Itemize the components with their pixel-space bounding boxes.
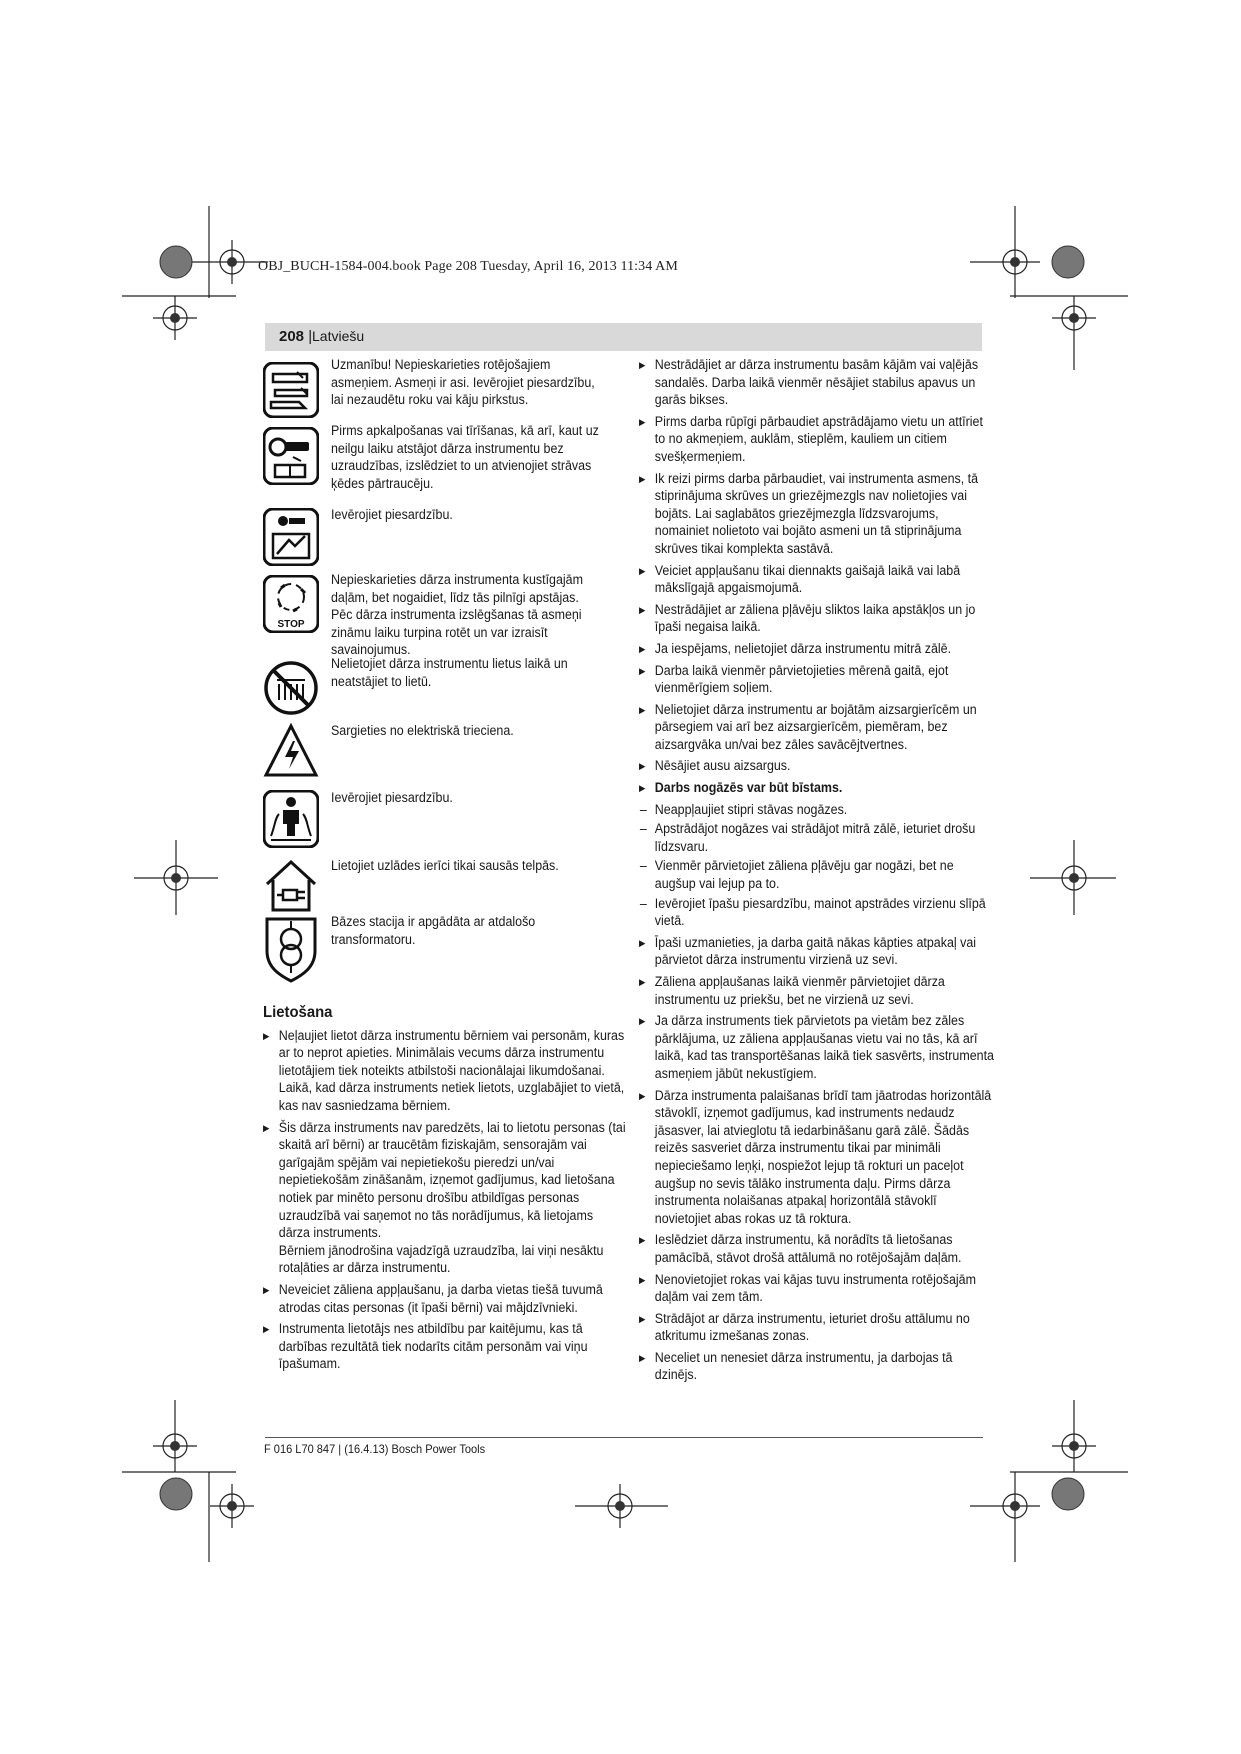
list-item: ▶ Ja dārza instruments tiek pārvietots pa vietām bez zāles pārklājuma, uz zāliena appļaušanas vietu vai no tās, kā arī laikā, kad tas transportēšanas laikā tiek sasvērts, instrumenta asmeņiem jābūt nekustīgiem. xyxy=(639,1012,994,1082)
list-item: ▶ Neveiciet zāliena appļaušanu, ja darba vietas tiešā tuvumā atrodas citas personas (it īpaši bērni) vai mājdzīvnieki. xyxy=(263,1281,626,1316)
bystander-caution-icon xyxy=(263,790,319,848)
list-item: ▶ Neļaujiet lietot dārza instrumentu bērniem vai personām, kuras ar to neprot apieties. Minimālais vecums dārza instrumentu lietotājiem tiek noteikts atbilstoši nacionālajai likumdošanai. Laikā, kad dārza instruments netiek lietots, uzglabājiet to vietā, kas nav sasniedzama bērniem. xyxy=(263,1027,626,1115)
page-number: 208 | xyxy=(279,328,313,345)
list-item: ▶ Strādājot ar dārza instrumentu, ieturiet drošu attālumu no atkritumu izmešanas zonas. xyxy=(639,1310,994,1345)
stop-rotating-parts-icon xyxy=(263,575,319,633)
list-item: ▶ Veiciet appļaušanu tikai diennakts gaišajā laikā vai labā mākslīgajā apgaismojumā. xyxy=(639,562,994,597)
right-column xyxy=(639,356,994,1388)
list-item: ▶ Ik reizi pirms darba pārbaudiet, vai instrumenta asmens, tā stiprinājuma skrūves un griezējmezgls nav nolietojies vai bojāts. Lai saglabātos griezējmezgla līdzsvarojums, nomainiet nolietoto vai bojāto asmeni un tā stiprinājuma skrūves tikai komplekta sastāvā. xyxy=(639,470,994,558)
list-item: ▶ Nenovietojiet rokas vai kājas tuvu instrumenta rotējošajām daļām vai zem tām. xyxy=(639,1271,994,1306)
symbol-text: Uzmanību! Nepieskarieties rotējošajiem asmeņiem. Asmeņi ir asi. Ievērojiet piesardzību, lai nezaudētu roku vai kāju pirkstus. xyxy=(331,357,595,408)
list-item: ▶ Dārza instrumenta palaišanas brīdī tam jāatrodas horizontālā stāvoklī, izņemot gadījumus, kad instruments nedaudz jāsasver, lai atvieglotu tā iedarbināšanu garā zālē. Šādās reizēs sasveriet dārza instrumentu tikai par minimāli nepieciešamo leņķi, nospiežot lejup tā rokturi un paceļot augšup no sevis tālāko instrumenta daļu. Pirms dārza instrumenta nolaišanas atpakaļ horizontālā stāvoklī novietojiet abas rokas uz tā roktura. xyxy=(639,1087,994,1228)
list-item: ▶ Nēsājiet ausu aizsargus. xyxy=(639,757,994,775)
dash-item: – Apstrādājot nogāzes vai strādājot mitrā zālē, ieturiet drošu līdzsvaru. xyxy=(639,820,994,855)
symbol-text: Pirms apkalpošanas vai tīrīšanas, kā arī, kaut uz neilgu laiku atstājot dārza instrumentu bez uzraudzības, izslēdziet to un atvienojiet strāvas ķēdes pārtraucēju. xyxy=(331,423,599,491)
list-item: ▶ Zāliena appļaušanas laikā vienmēr pārvietojiet dārza instrumentu uz priekšu, bet ne virzienā uz sevi. xyxy=(639,973,994,1008)
safety-transformer-icon xyxy=(263,915,319,983)
list-item: ▶ Ieslēdziet dārza instrumentu, kā norādīts tā lietošanas pamācībā, stāvot drošā attālumā no rotējošajām daļām. xyxy=(639,1231,994,1266)
footer-divider xyxy=(265,1437,983,1438)
list-item: ▶ Pirms darba rūpīgi pārbaudiet apstrādājamo vietu un attīriet to no akmeņiem, auklām, stieplēm, kauliem un citiem svešķermeņiem. xyxy=(639,413,994,466)
usage-section xyxy=(263,1004,626,1377)
symbol-text: Bāzes stacija ir apgādāta ar atdalošo transformatoru. xyxy=(331,914,536,947)
list-item: ▶ Darba laikā vienmēr pārvietojieties mērenā gaitā, ejot vienmērīgiem soļiem. xyxy=(639,662,994,697)
electric-shock-warning-icon xyxy=(263,723,319,779)
list-item: ▶ Ja iespējams, nelietojiet dārza instrumentu mitrā zālē. xyxy=(639,640,994,658)
print-header: OBJ_BUCH-1584-004.book Page 208 Tuesday, April 16, 2013 11:34 AM xyxy=(258,259,678,274)
section-title: Latviešu xyxy=(312,328,365,344)
child-note: Bērniem jānodrošina vajadzīgā uzraudzība, lai viņi nesāktu rotaļāties ar dārza instrumentu. xyxy=(278,1242,604,1276)
page-header xyxy=(265,323,982,351)
slope-heading: ▶ Darbs nogāzēs var būt bīstams. xyxy=(639,779,994,797)
list-item: ▶ Nelietojiet dārza instrumentu ar bojātām aizsargierīcēm un pārsegiem vai arī bez aizsargierīcēm, piemēram, bez aizsargvāka un/vai bez zāles savācējtvertnes. xyxy=(639,701,994,754)
symbol-text: Lietojiet uzlādes ierīci tikai sausās telpās. xyxy=(331,858,559,873)
indoor-charging-icon xyxy=(263,858,319,914)
symbol-text: Ievērojiet piesardzību. xyxy=(331,790,453,805)
symbol-text: Nepieskarieties dārza instrumenta kustīgajām daļām, bet nogaidiet, līdz tās pilnīgi apstājas. Pēc dārza instrumenta izslēgšanas tā asmeņi zināmu laiku turpina rotēt un var izraisīt savainojumus. xyxy=(331,572,583,658)
list-item: ▶ Neceliet un nenesiet dārza instrumentu, ja darbojas tā dzinējs. xyxy=(639,1349,994,1384)
dash-item: – Ievērojiet īpašu piesardzību, mainot apstrādes virzienu slīpā vietā. xyxy=(639,895,994,930)
dash-item: – Vienmēr pārvietojiet zāliena pļāvēju gar nogāzi, bet ne augšup vai lejup pa to. xyxy=(639,857,994,892)
caution-tool-icon xyxy=(263,508,319,566)
symbol-text: Sargieties no elektriskā trieciena. xyxy=(331,723,514,738)
unplug-manual-icon xyxy=(263,427,319,485)
page-footer: F 016 L70 847 | (16.4.13) Bosch Power Tools xyxy=(264,1442,486,1456)
no-rain-icon xyxy=(263,660,319,716)
list-item: ▶ Īpaši uzmanieties, ja darba gaitā nākas kāpties atpakaļ vai pārvietot dārza instrumentu virzienā uz sevi. xyxy=(639,934,994,969)
dash-item: – Neappļaujiet stipri stāvas nogāzes. xyxy=(639,801,994,819)
symbol-text: Ievērojiet piesardzību. xyxy=(331,507,453,522)
blade-hand-foot-warning-icon xyxy=(263,362,319,418)
usage-heading: Lietošana xyxy=(263,1004,333,1021)
list-item: ▶ Nestrādājiet ar dārza instrumentu basām kājām vai vaļējās sandalēs. Darba laikā vienmēr nēsājiet stabilus apavus un garās bikses. xyxy=(639,356,994,409)
symbol-text: Nelietojiet dārza instrumentu lietus laikā un neatstājiet to lietū. xyxy=(331,656,568,689)
stop-label: STOP xyxy=(277,619,305,630)
list-item: ▶ Instrumenta lietotājs nes atbildību par kaitējumu, kas tā darbības rezultātā tiek nodarīts citām personām vai viņu īpašumam. xyxy=(263,1320,626,1373)
list-item: ▶ Šis dārza instruments nav paredzēts, lai to lietotu personas (tai skaitā arī bērni) ar traucētām fiziskajām, sensorajām vai garīgajām spējām vai nepietiekošu pieredzi un/vai nepietiekošām zināšanām, izņemot gadījumus, kad lietošana notiek par minēto personu drošību atbildīgas personas uzraudzībā vai saņemot no tās norādījumus, kā lietojams dārza instruments. xyxy=(263,1119,626,1242)
list-item: ▶ Nestrādājiet ar zāliena pļāvēju sliktos laika apstākļos un jo īpaši negaisa laikā. xyxy=(639,601,994,636)
